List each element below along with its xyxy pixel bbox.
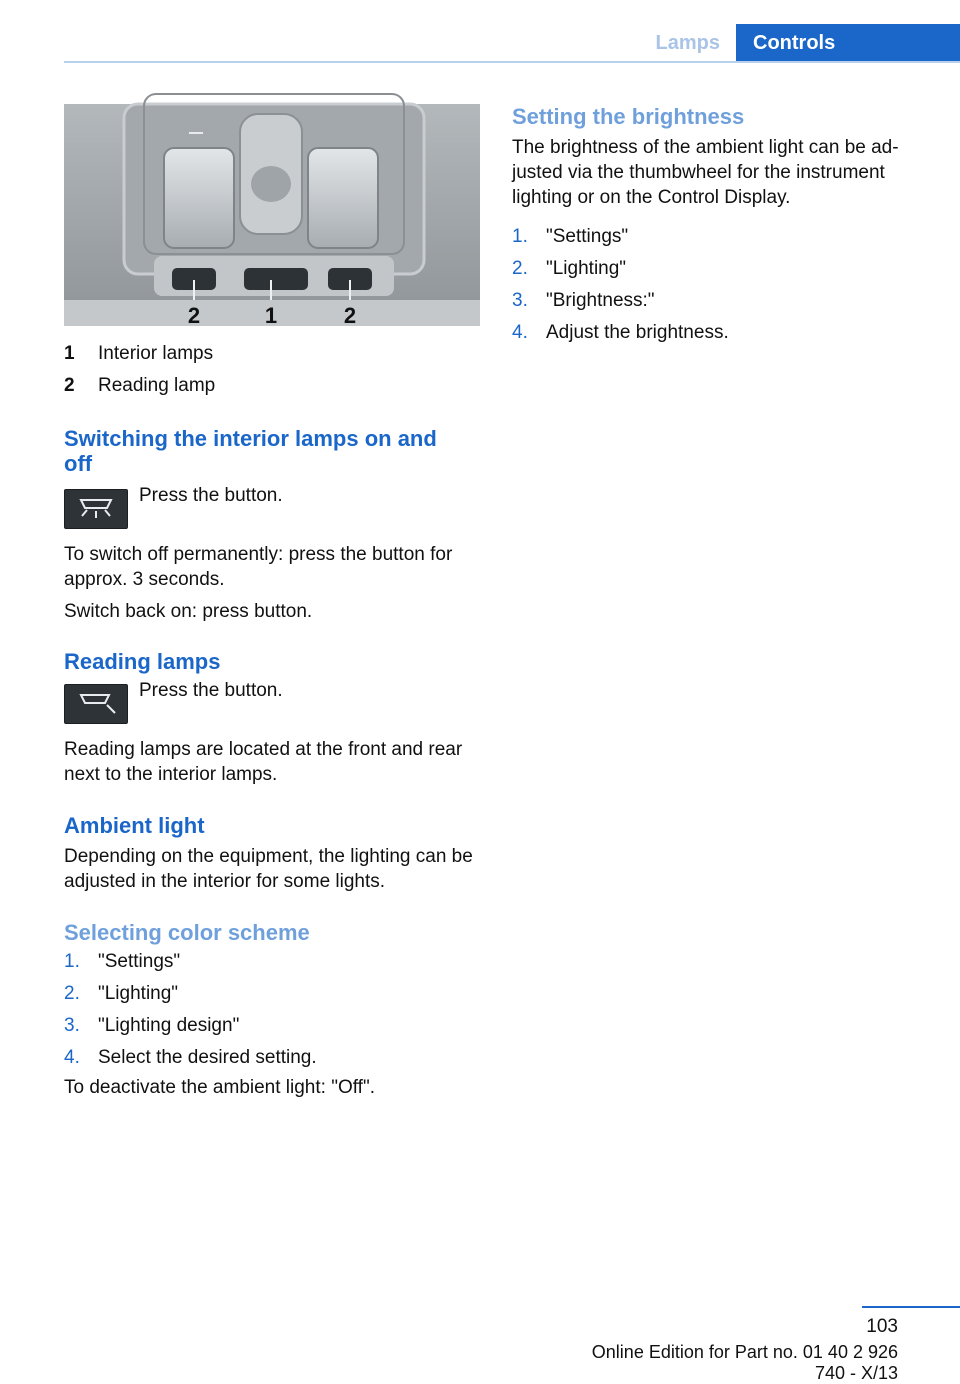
interior-lamp-button-row [64,485,480,529]
ambient-light-text: Depending on the equipment, the lighting can be adjusted in the interior for some lights. [64,846,473,892]
list-item [64,1010,480,1042]
callout-2-left: 2 [187,303,201,328]
color-scheme-steps [64,946,480,1074]
legend-label: Reading lamp [98,375,216,396]
step-text: Adjust the brightness. [546,322,729,343]
page-number: 103 [866,1316,898,1337]
deactivate-ambient-text: To deactivate the ambient light: "Off". [64,1077,375,1098]
step-text: "Settings" [546,226,629,247]
interior-lamps-photo [64,104,480,326]
press-button-text: Press the button. [139,485,283,506]
callout-2-right: 2 [343,303,357,328]
step-number: 3. [512,290,528,311]
brightness-heading: Setting the brightness [512,104,745,129]
list-item [64,946,480,978]
step-text: Select the desired setting. [98,1047,317,1068]
step-number: 2. [512,258,528,279]
ambient-light-heading: Ambient light [64,813,205,838]
legend-number: 2 [64,375,75,396]
section-tab-lamps[interactable]: Lamps [655,32,720,54]
chapter-tab-controls[interactable]: Controls [736,24,960,62]
step-number: 1. [64,951,80,972]
callout-1: 1 [264,303,278,328]
legend-number: 1 [64,343,75,364]
step-text: "Settings" [98,951,181,972]
interior-lamp-icon [64,489,128,529]
reading-lamps-heading: Reading lamps [64,649,221,674]
left-column [64,104,480,1100]
legend-item [64,370,480,402]
step-text: "Lighting" [546,258,627,279]
list-item [64,978,480,1010]
step-number: 2. [64,983,80,1004]
edition-note: Online Edition for Part no. 01 40 2 926 740 - X/13 [591,1342,898,1383]
legend-item [64,338,480,370]
step-text: "Lighting design" [98,1015,240,1036]
brightness-steps [512,221,922,349]
color-scheme-heading: Selecting color scheme [64,920,310,945]
step-number: 4. [64,1047,80,1068]
list-item [512,317,922,349]
header-rule [64,61,960,63]
right-column [512,104,922,349]
step-number: 1. [512,226,528,247]
figure-legend [64,338,480,402]
reading-lamp-icon [64,684,128,724]
list-item [512,253,922,285]
reading-lamp-button-row [64,680,480,724]
switch-back-text: Switch back on: press button. [64,601,313,622]
footer-rule [862,1306,960,1308]
list-item [512,285,922,317]
step-number: 3. [64,1015,80,1036]
step-text: "Lighting" [98,983,179,1004]
reading-lamps-text: Reading lamps are located at the front and rear next to the interior lamps. [64,739,463,785]
switch-interior-lamps-heading: Switching the interior lamps on and off [64,426,437,476]
switch-off-text: To switch off permanently: press the button for approx. 3 seconds. [64,544,453,590]
step-text: "Brightness:" [546,290,655,311]
brightness-text: The brightness of the ambient light can be ad‐justed via the thumbwheel for the instrument lighting or on the Control Display. [512,137,899,208]
step-number: 4. [512,322,528,343]
reading-press-button-text: Press the button. [139,680,283,701]
list-item [512,221,922,253]
list-item [64,1042,480,1074]
legend-label: Interior lamps [98,343,214,364]
